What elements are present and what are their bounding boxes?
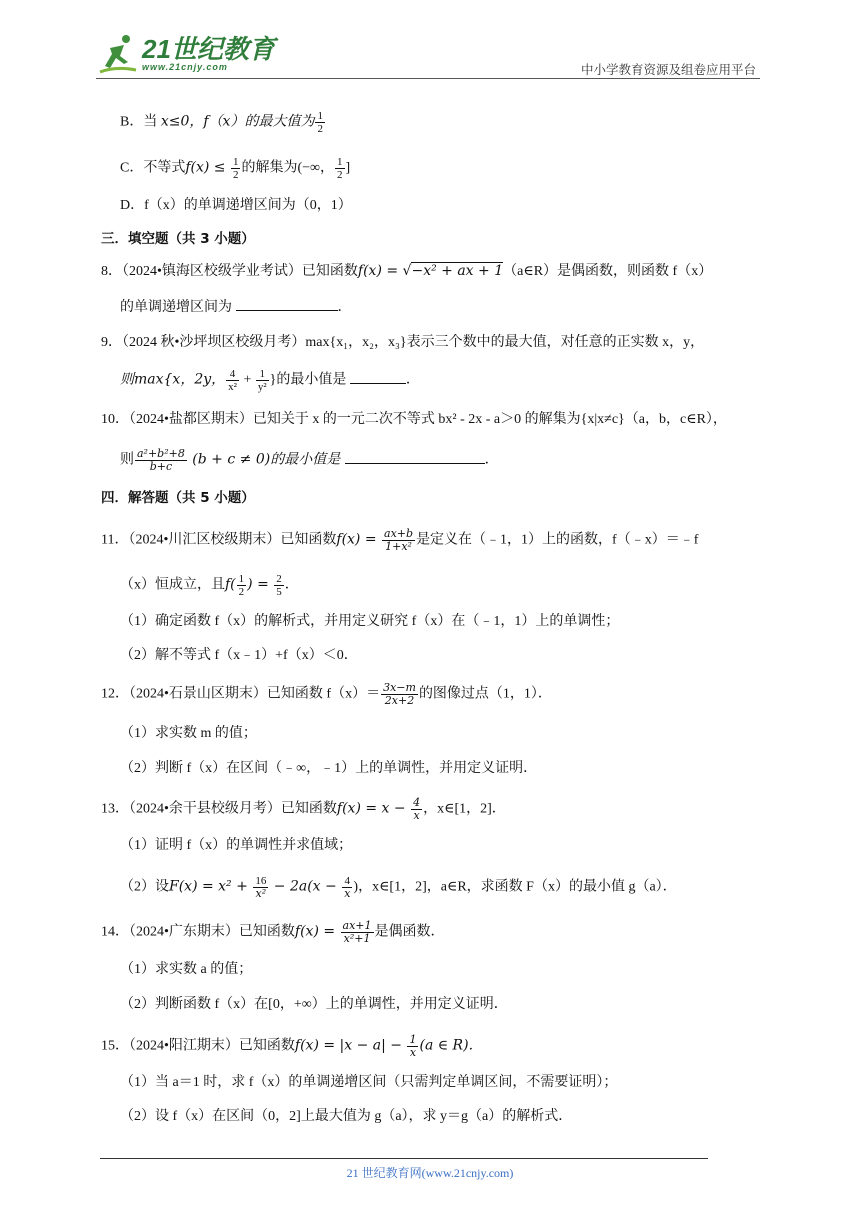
question-11: 11．（2024•川汇区校级期末）已知函数f(x) = $\frac{ax+b}{\text{1+x²}}$ 是定义在（﹣1，1）上的函数，f（﹣x）＝﹣f [101,527,699,553]
option-b: B．当 x≤0，f（x）的最大值为 $\frac{1}{2}$ [120,110,323,135]
option-c: C．不等式f(x) ≤ $\frac{1}{2}$ 的解集为(−∞， $\frac{1}{2}$ ] [120,156,351,181]
section-fill-in-heading: 三．填空题（共 3 小题） [101,231,255,247]
question-11-part-2: （2）解不等式 f（x﹣1）+f（x）＜0． [120,648,358,663]
question-15: 15．（2024•阳江期末）已知函数f(x) = |x − a| − $\frac{1}{x}$ (a ∈ R)． [101,1033,483,1059]
runner-logo-icon [96,32,140,76]
logo-url: www.21cnjy.com [142,62,228,72]
question-12-part-2: （2）判断 f（x）在区间（﹣∞，﹣1）上的单调性，并用定义证明． [120,761,538,776]
section-answer-heading: 四．解答题（共 5 小题） [101,490,255,506]
question-13-part-1: （1）证明 f（x）的单调性并求值域； [120,838,353,853]
question-10: 10．（2024•盐都区期末）已知关于 x 的一元二次不等式 bx² - 2x - a＞0 的解集为{x|x≠c}（a，b，c∈R）， [101,412,727,427]
question-9: 9．（2024 秋•沙坪坝区校级月考）max{x₁，x₂，x₃}表示三个数中的最大值，对任意的正实数 x，y， [101,335,705,350]
question-11-cont: （x）恒成立，且f( $\frac{1}{2}$ ) = $\frac{2}{5}$ ． [120,573,299,598]
question-15-part-2: （2）设 f（x）在区间（0，2]上最大值为 g（a），求 y＝g（a）的解析式． [120,1109,573,1124]
option-d: D．f（x）的单调递增区间为（0，1） [120,198,352,213]
footer-link[interactable]: 21 世纪教育网(www.21cnjy.com) [346,1166,514,1180]
answer-blank[interactable] [350,369,406,384]
footer-divider [100,1158,708,1159]
question-8-cont: 的单调递增区间为 ． [120,296,352,318]
header-divider [96,78,760,79]
answer-blank[interactable] [236,296,338,311]
question-14-part-1: （1）求实数 a 的值； [120,962,253,977]
question-14: 14．（2024•广东期末）已知函数f(x) = $\frac{ax+1}{\text{x²+1}}$ 是偶函数． [101,919,445,945]
answer-blank[interactable] [345,449,485,464]
platform-name: 中小学教育资源及组卷应用平台 [580,62,756,77]
question-9-cont: 则max{x，2y， $\frac{4}{\text{x²}}$ + $\frac{1}{\text{y²}}$ }的最小值是 ． [120,368,420,393]
question-14-part-2: （2）判断函数 f（x）在[0，+∞）上的单调性，并用定义证明． [120,997,508,1012]
question-12: 12．（2024•石景山区期末）已知函数 f（x）＝ $\frac{3x-m}{2x+2}$ 的图像过点（1，1）． [101,681,552,707]
logo-title: 21世纪教育 [142,34,275,64]
question-8: 8．（2024•镇海区校级学业考试）已知函数f(x) = √−x² + ax + 1（a∈R）是偶函数，则函数 f（x） [101,263,713,279]
question-13-part-2: （2）设F(x) = x² + $\frac{16}{\text{x²}}$ − 2a(x − $\frac{4}{x}$ )，x∈[1，2]，a∈R，求函数 F（x）的最小值 g（a）． [120,875,677,900]
question-11-part-1: （1）确定函数 f（x）的解析式，并用定义研究 f（x）在（﹣1，1）上的单调性； [120,614,620,629]
logo [96,30,275,78]
page-header [96,30,756,78]
question-12-part-1: （1）求实数 m 的值； [120,726,257,741]
fraction: $\frac{1}{2}$ [317,110,323,135]
question-13: 13．（2024•余干县校级月考）已知函数f(x) = x − $\frac{4}{x}$ ，x∈[1，2]． [101,796,506,822]
question-15-part-1: （1）当 a＝1 时，求 f（x）的单调递增区间（只需判定单调区间，不需要证明）； [120,1075,618,1090]
question-10-cont: 则 $\frac{\text{a²+b²+8}}{b+c}$ (b + c ≠ 0)的最小值是 ． [120,447,499,473]
